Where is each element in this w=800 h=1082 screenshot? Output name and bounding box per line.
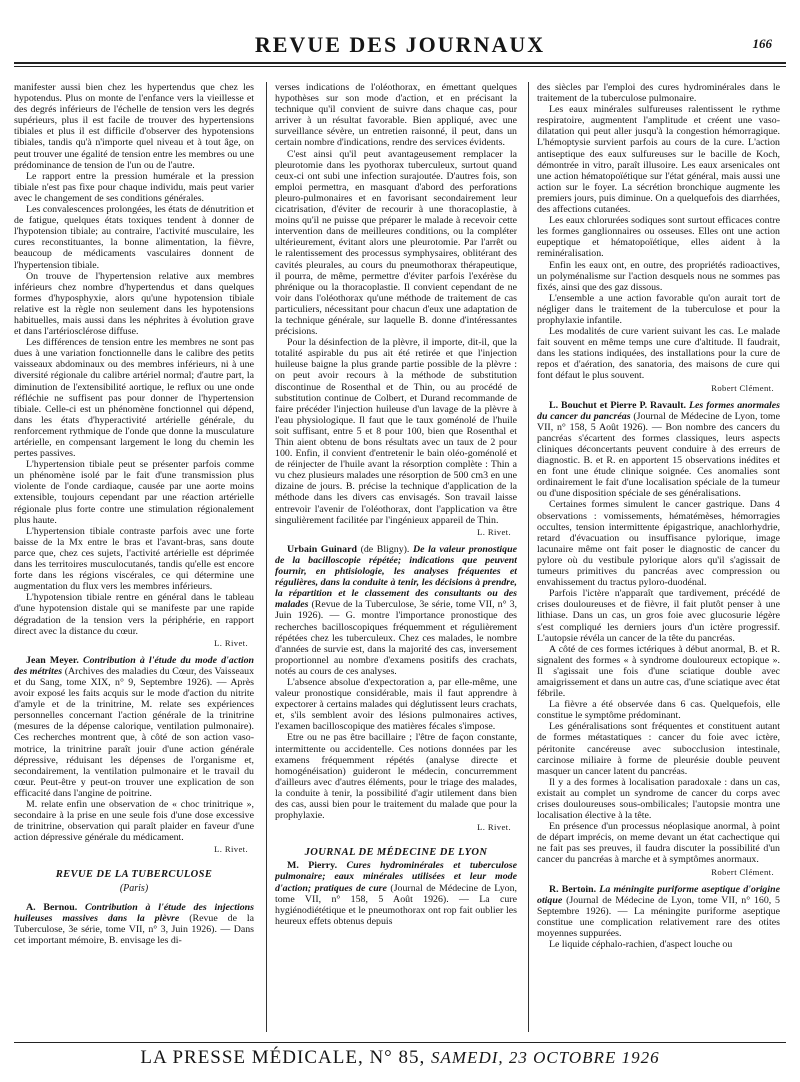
column-divider	[528, 82, 529, 1032]
running-title: REVUE DES JOURNAUX	[254, 32, 546, 57]
paragraph: Les convalescences prolongées, les états de dénutrition et de fatigue, quelques états toxiques tendent à donner de l'hypotension tibiale; au contraire, l'activité musculaire, les cures reconstituantes, la bonne alimentation, la fièvre, beaucoup de médicaments vasculaires donnent de l'hypertension tibiale.	[14, 204, 254, 271]
column-1	[14, 82, 254, 1032]
signature: L. Rivet.	[214, 637, 248, 648]
section-heading: REVUE DE LA TUBERCULOSE	[55, 869, 213, 881]
section-heading: JOURNAL DE MÉDECINE DE LYON	[304, 847, 488, 859]
article-abstract	[537, 400, 780, 500]
paragraph: Pour la désinfection de la plèvre, il importe, dit-il, que la totalité aspirable du pus ait été retirée et que l'injection huileuse baigne la plus grande partie possible de la plèvre : on peut avoir recours à la méthode de substitution discontinue de Rosenthal et de Thin, ou au procédé de substitution continue de Colbert, et Durand recommande de faire précéder l'injection huileuse d'un lavage de la plèvre à l'eau physiologique. Il faut que le taux goménolé de l'huile soit suffisant, entre 5 et 8 pour 100, bien que Rosenthal et Thin aient obtenu de bons résultats avec un taux de 2 pour 100. Enfin, il convient d'entretenir le bain oléo-goménolé et de réinjecter de l'huile avant la résorption complète : Thin a vu chez plusieurs malades une résorption de 500 cm3 en une dizaine de jours. B. précise la technique d'application de la méthode dans les divers cas envisagés. Son travail laisse entrevoir l'avenir de l'oléothorax, dont l'application va être singulièrement facilitée par l'ingénieux appareil de Thin.	[275, 337, 517, 526]
column-3	[537, 82, 780, 1032]
article-abstract	[537, 884, 780, 939]
page-number: 166	[752, 36, 772, 51]
paragraph: On trouve de l'hypertension relative aux membres inférieurs chez nombre d'hypertendus et dans quelques formes d'hyposphyxie, alors qu'une hypotension tibiale relative est la règle non seulement dans les hypotensions habituelles, mais aussi dans les néphrites à évolution grave et dans l'artériosclérose diffuse.	[14, 270, 254, 338]
article-author: A. Bernou.	[26, 901, 78, 913]
paragraph: Parfois l'ictère n'apparaît que tardivement, précédé de crises douloureuses et de fièvre, il fait plutôt penser à une lithiase. Dans un cas, un gros foie avec glucosurie légère s'est compliqué les derniers jours d'un ictère progressif. L'autopsie révéla un cancer de la tête du pancréas.	[537, 588, 780, 644]
article-text: (Revue de la Tuberculose, 3e série, tome VII, n° 3, Juin 1926). — G. montre l'importance pronostique des recherches bacilloscopiques fréquemment et régulièrement répétées chez les tuberculeux. Chez ces malades, le nombre d'années de survie est, dans la majorité des cas, inversement proportionnel au nombre d'examens positifs des crachats, notés au cours de ces analyses.	[275, 599, 517, 677]
signature: L. Rivet.	[477, 822, 511, 833]
paragraph: L'ensemble a une action favorable qu'on aurait tort de négliger dans le traitement de la tuberculose et pour la prophylaxie infantile.	[537, 292, 780, 326]
header-rule	[14, 62, 786, 64]
page-header	[14, 28, 786, 62]
signature: L. Rivet.	[214, 844, 248, 855]
article-title: Cures hydrominérales et tuberculose pulmonaire; eaux minérales utilisées et leur mode d'action; pratiques de cure	[275, 860, 517, 894]
paragraph: M. relate enfin une observation de « choc trinitrique », secondaire à la prise en une seule fois d'une dose excessive de trinitrine, observation qui paraît plaider en faveur d'une action dépressive générale du médicament.	[14, 799, 254, 844]
paragraph: verses indications de l'oléothorax, en émettant quelques hypothèses sur son mode d'action, et en précisant la technique qu'il convient de suivre dans chaque cas, pour arriver à un résultat favorable. Bien appliqué, avec une surveillance sévère, un entretien raisonné, il peut, dans un certain nombre d'indications, rendre des services évidents.	[275, 82, 517, 149]
article-text: (Revue de la Tuberculose, 3e série, tome VII, n° 3, Juin 1926). — Dans cet important mémoire, B. envisage les di-	[14, 912, 254, 946]
paragraph: manifester aussi bien chez les hypertendus que chez les hypotendus. Plus on monte de l'enfance vers la vieillesse et des degrés inférieurs de l'échelle de tension vers les degrés supérieurs, plus il est facile de trouver des hypertensions tibiales et plus il est difficile d'observer des hypotensions tibiales, tandis qu'à n'importe quel niveau et à tout âge, on peut trouver une égalité de tension entre les membres ou une prédominance de tension de l'un ou de l'autre.	[14, 82, 254, 171]
paragraph: Le liquide céphalo-rachien, d'aspect louche ou	[549, 939, 733, 951]
paragraph: Certaines formes simulent le cancer gastrique. Dans 4 observations : vomissements, hématémèses, hémorragies occultes, tension intermittente épigastrique, anachlorhydrie, retard d'évacuation ou insuffisance pylorique, image lacunaire même ont fait poser le diagnostic de cancer du pylore où du vestibule pylorique alors qu'il s'agissait de tumeurs primitives du pancréas avec compression ou envahissement du tractus pyloro-duodénal.	[537, 499, 780, 589]
article-text: (Journal de Médecine de Lyon, tome VII, n° 160, 5 Septembre 1926). — La méningite puriforme aseptique constitue une complication relativement rare des otites moyennes suppurées.	[537, 894, 780, 940]
article-title: Les formes anormales du cancer du pancréas	[537, 399, 780, 422]
author-location: (de Bligny).	[360, 543, 410, 555]
paragraph: L'hypertension tibiale peut se présenter parfois comme un phénomène isolé par le fait d'une transmission plus violente de l'onde cardiaque, causée par une aorte moins extensible, toujours cependant par une réaction artérielle régionale plus forte contre une stimulation régionalement plus haute.	[14, 459, 254, 526]
paragraph: des siècles par l'emploi des cures hydrominérales dans le traitement de la tuberculose pulmonaire.	[537, 82, 780, 105]
page-footer	[14, 1042, 786, 1073]
paragraph: Les généralisations sont fréquentes et constituent autant de formes métastatiques : cancer du foie avec ictère, péritonite cancéreuse avec subocclusion intestinale, carcinose miliaire à forme de pleurésie double peuvent masquer un cancer latent du pancréas.	[537, 721, 780, 777]
article-text: (Archives des maladies du Cœur, des Vaisseaux et du Sang, tome XIX, n° 9, Septembre 1926). — Après avoir exposé les faits acquis sur le mode d'action du nitrite d'amyle et de la trinitrine, M. relate ses expériences personnelles concernant l'action générale de la trinitrine (mesures de la dépense calorique, ventilation pulmonaire). Ces recherches montrent que, à côté de son action vaso-motrice, la trinitrine paraît jouir d'une action générale dépressive, réduisant les dépenses de l'organisme et, secondairement, la ventilation pulmonaire et le travail du cœur. Peut-être y peut-on trouver une explication de son efficacité dans l'angine de poitrine.	[14, 665, 254, 799]
paragraph: L'hypotension tibiale rentre en général dans le tableau d'une hypotension distale qui se manifeste par une rapide dégradation de la tension vers la périphérie, en rapport direct avec la distance du cœur.	[14, 592, 254, 637]
article-title: De la valeur pronostique de la bacilloscopie répétée; indications que peuvent fournir, en phtisiologie, les analyses fréquentes et régulières, dans la conduite à tenir, les décisions à prendre, la répartition et le classement des consultants ou des malades	[275, 543, 517, 611]
article-abstract	[14, 655, 254, 799]
article-text: (Journal de Médecine de Lyon, tome VII, n° 158, 5 Août 1926). — Bon nombre des cancers du pancréas s'écartent des formes classiques, leurs aspects cliniques déconcertants peuvent conduire à des erreurs de diagnostic. B. et R. en apportent 15 observations inédites et en font une étude clinique soignée. Ces anomalies sont ordinairement le fait d'une localisation spéciale de la tumeur ou d'une disposition spéciale de ses généralisations.	[537, 410, 780, 500]
paragraph: Enfin les eaux ont, en outre, des propriétés radioactives, un polyménalisme sur l'action desquels nous ne sommes pas fixés, ainsi que des gaz dissous.	[537, 259, 780, 293]
paragraph: Etre ou ne pas être bacillaire ; l'être de façon constante, intermittente ou accidentelle. Ces notions données par les examens fréquemment répétés (analyse directe et homogénéisation) guideront le médecin, concurremment d'ailleurs avec d'autres éléments, pour le triage des malades, la conduite à tenir, la possibilité d'agir utilement dans bien des cas, aussi bien pour le traitement du malade que pour la prophylaxie.	[275, 732, 517, 822]
signature: Robert Clément.	[711, 866, 774, 877]
article-text: (Journal de Médecine de Lyon, tome VII, n° 158, 5 Août 1926). — La cure hygiénodiététique et le pneumothorax ont rop fait oublier les heureux effets obtenus depuis	[275, 882, 517, 927]
paragraph: Le rapport entre la pression humérale et la pression tibiale n'est pas fixe pour chaque individu, mais peut varier avec le changement de ses conditions générales.	[14, 170, 254, 204]
paragraph: Les modalités de cure varient suivant les cas. Le malade fait souvent en même temps une cure d'altitude. Il faudrait, dans les stations indiquées, des installations pour la cure de repos et d'aération, des sanatoria, des maisons de cure qui font défaut le plus souvent.	[537, 326, 780, 382]
article-author: L. Bouchut et Pierre P. Ravault.	[549, 399, 686, 411]
footer-line	[14, 1047, 786, 1069]
article-author: Urbain Guinard	[287, 543, 357, 555]
article-title: La méningite puriforme aseptique d'origine otique	[537, 883, 780, 906]
article-title: Contribution à l'étude des injections huileuses massives dans la plèvre	[14, 901, 254, 924]
signature: Robert Clément.	[711, 382, 774, 393]
issue-date: SAMEDI, 23 OCTOBRE 1926	[431, 1048, 660, 1067]
paragraph: Les différences de tension entre les membres ne sont pas dues à une variation fonctionnelle dans le calibre des petits vaisseaux abdominaux ou des membres inférieurs, ni à une diversité régionale du calibre artériel normal; d'autre part, la diminution de l'extensibilité aortique, le reflux ou une onde réfléchie ne suffisent pas pour donner de l'hypertension tibiale. Celle-ci est un phénomène fonctionnel qui dépend, dans les états d'hyperactivité artérielle générale, du renforcement rythmique de l'onde que donne la musculature artérielle, en compensant largement le long du chemin les pertes passives.	[14, 337, 254, 460]
paragraph: A côté de ces formes ictériques à début anormal, B. et R. signalent des formes « à syndrome douloureux ectopique ». Il s'agissait une fois d'une sciatique double avec amaigrissement et dans un autre cas, d'une sciatique avec état fébrile.	[537, 643, 780, 700]
column-2	[275, 82, 517, 1032]
section-location: (Paris)	[119, 882, 149, 894]
column-divider	[266, 82, 267, 1032]
paragraph: Les eaux chlorurées sodiques sont surtout efficaces contre les formes ganglionnaires ou osseuses. Elles ont une action eupeptique et hématopoïétique, elles aident à la reminéralisation.	[537, 215, 780, 260]
article-columns	[14, 82, 786, 1032]
article-abstract	[14, 902, 254, 946]
paragraph: L'hypertension tibiale contraste parfois avec une forte baisse de la Mx entre le bras et l'avant-bras, sans doute parce que, chez ces sujets, l'activité artérielle est déprimée dans les territoires musculocutanés, tandis qu'elle est encore forte dans les régions viscérales, ce qui détermine une augmentation du flux vers les membres inférieurs.	[14, 525, 254, 593]
paragraph: C'est ainsi qu'il peut avantageusement remplacer la pleurotomie dans les pyothorax tuberculeux, surtout quand ceux-ci ont subi une infection surajoutée. D'autres fois, son emploi permettra, en masquant d'abord des perforations pleuro-pulmonaires et en favorisant secondairement leur cicatrisation, d'éviter de recourir à une thoracoplastie, à moins qu'il ne puisse que préparer le malade à recevoir cette intervention dans de meilleures conditions, ou la compléter ultérieurement, évitant alors une pleurotomie. Par l'arrêt ou le ralentissement des processus symphysaires, oblitérant des cavités pleurales, au cours du pneumothorax thérapeutique, il pourra, de même, permettre d'éviter parfois l'exérèse du phrénique ou la thoracoplastie. Il convient cependant de ne voir dans l'oléothorax qu'une méthode de traitement de cas particuliers, nécessitant pour chacun d'eux une adaptation de la technique générale, sur laquelle B. donne d'intéressantes précisions.	[275, 148, 517, 338]
article-author: Jean Meyer.	[26, 654, 79, 666]
paragraph: L'absence absolue d'expectoration a, par elle-même, une valeur pronostique considérable, mais il faut apprendre à expectorer à certains malades qui déglutissent leurs crachats, et, s'ils semblent avoir des lésions pulmonaires actives, l'examen bacilloscopique des matières fécales s'impose.	[275, 676, 517, 733]
article-author: M. Pierry.	[287, 860, 338, 872]
paragraph: Il y a des formes à localisation paradoxale : dans un cas, existait au complet un syndrome de cancer du corps avec crises douloureuses sous-ombilicales; l'autopsie montra une localisation élective à la tête.	[537, 776, 780, 822]
paragraph: En présence d'un processus néoplasique anormal, à point de départ imprécis, on meme devant un état cachectique qui ne fait pas ses preuves, il faudra discuter la possibilité d'un cancer du pancréas à marche et à symptômes anormaux.	[537, 821, 780, 866]
article-abstract	[275, 544, 517, 677]
paragraph: Les eaux minérales sulfureuses ralentissent le rythme respiratoire, augmentent l'amplitude et créent une vaso-dilatation qui peut aller jusqu'à la congestion hémorragique. L'hémoptysie survient parfois au cours de la cure. L'action antiseptique des eaux sulfureuses sur le bacille de Koch, démontrée in vitro, paraît illusoire. Les eaux arsenicales ont une action hématopoïétique sur l'état général, mais aussi une action sur le foyer. La sécrétion bronchique augmente les premiers jours, puis diminue. On a quelquefois des diarrhées, des affections cutanées.	[537, 104, 780, 216]
article-abstract	[275, 860, 517, 927]
header-rule-thin	[14, 66, 786, 67]
signature: L. Rivet.	[477, 526, 511, 537]
journal-issue: LA PRESSE MÉDICALE, N° 85,	[140, 1047, 426, 1068]
article-author: R. Bertoin.	[549, 883, 597, 895]
paragraph: La fièvre a été observée dans 6 cas. Quelquefois, elle constitue le symptôme prédominant.	[537, 699, 780, 722]
article-title: Contribution à l'étude du mode d'action des métrites	[14, 654, 254, 677]
